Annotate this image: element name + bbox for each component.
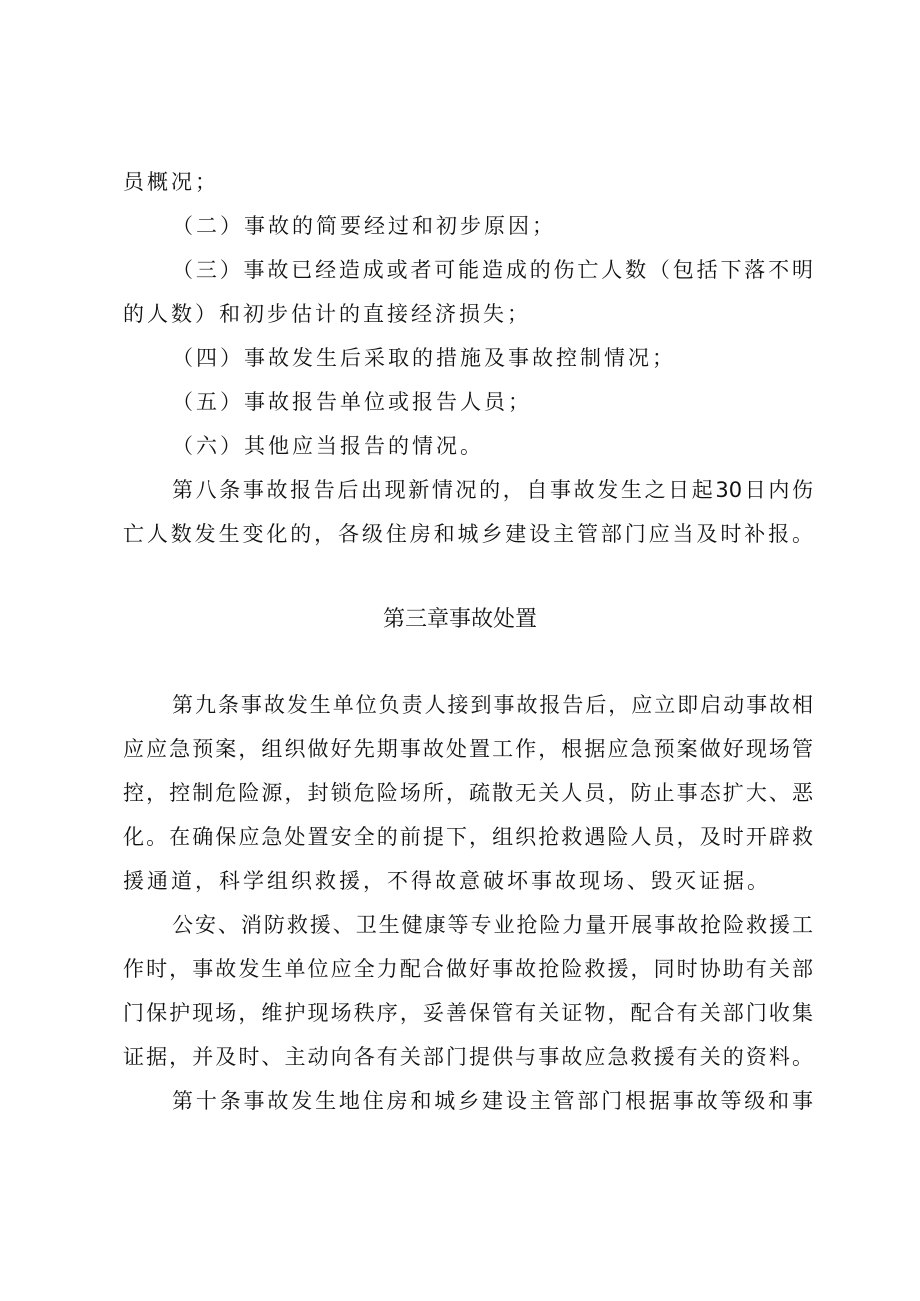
chapter-title: 第三章事故处置: [382, 607, 537, 632]
text-line-article-9-cont-2: 控，控制危险源，封锁危险场所，疏散无关人员，防止事态扩大、恶: [123, 781, 813, 805]
text-line-article-9-cont-3: 化。在确保应急处置安全的前提下，组织抢救遇险人员，及时开辟救: [123, 825, 813, 849]
text-line-article-8: 第八条事故报告后出现新情况的，自事故发生之日起30日内伤: [172, 478, 813, 502]
text-line-item-5: （五）事故报告单位或报告人员；: [172, 390, 532, 414]
text-line-article-9-cont-4: 援通道，科学组织救援，不得故意破坏事故现场、毁灭证据。: [123, 869, 771, 893]
text-line-item-2: （二）事故的简要经过和初步原因；: [172, 214, 556, 238]
text-line-paragraph-2-cont-1: 作时，事故发生单位应全力配合做好事故抢险救援，同时协助有关部: [123, 957, 813, 981]
text-line-article-9: 第九条事故发生单位负责人接到事故报告后，应立即启动事故相: [172, 693, 813, 717]
text-line-article-10: 第十条事故发生地住房和城乡建设主管部门根据事故等级和事: [172, 1089, 813, 1113]
text-line-paragraph-2-cont-2: 门保护现场，维护现场秩序，妥善保管有关证物，配合有关部门收集: [123, 1001, 813, 1025]
text-line-article-8-cont: 亡人数发生变化的，各级住房和城乡建设主管部门应当及时补报。: [123, 522, 813, 546]
text-line-item-4: （四）事故发生后采取的措施及事故控制情况；: [172, 346, 676, 370]
text-line-paragraph-2: 公安、消防救援、卫生健康等专业抢险力量开展事故抢险救援工: [172, 913, 813, 937]
text-line-article-9-cont-1: 应应急预案，组织做好先期事故处置工作，根据应急预案做好现场管: [123, 737, 813, 761]
text-line-item-6: （六）其他应当报告的情况。: [172, 434, 484, 458]
text-line-continuation: 员概况；: [123, 170, 219, 194]
text-line-item-3-cont: 的人数）和初步估计的直接经济损失；: [123, 302, 531, 326]
text-line-paragraph-2-cont-3: 证据，并及时、主动向各有关部门提供与事故应急救援有关的资料。: [123, 1045, 813, 1069]
text-line-item-3: （三）事故已经造成或者可能造成的伤亡人数（包括下落不明: [172, 258, 813, 282]
